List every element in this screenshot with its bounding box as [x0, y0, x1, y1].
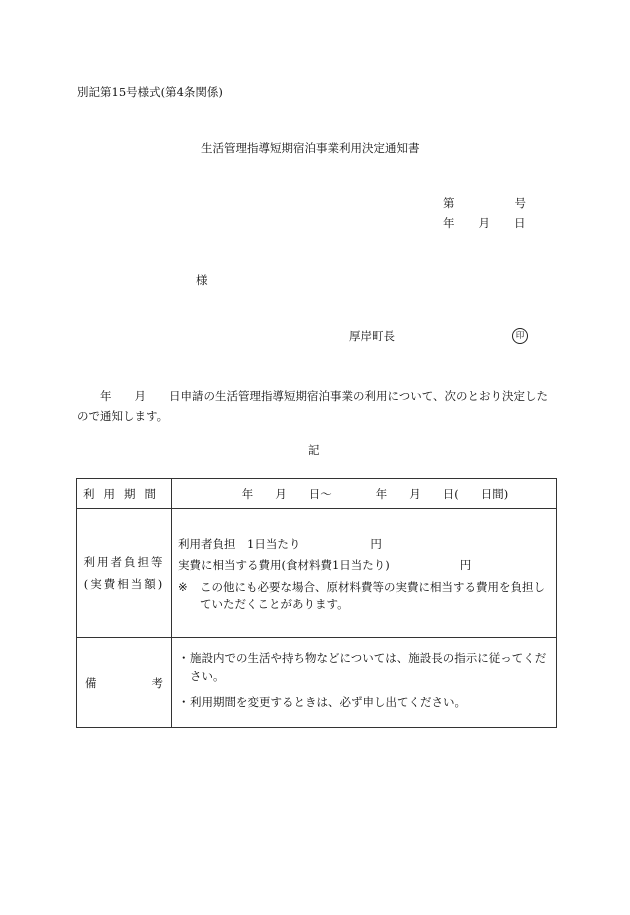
addressee-honorific: 様: [196, 273, 208, 287]
remarks-value: [172, 638, 557, 728]
cost-label: [77, 509, 172, 638]
remarks-item1-text: 施設内での生活や持ち物などについては、施設長の指示に従ってください。: [190, 650, 547, 683]
period-month2: 月: [409, 486, 421, 501]
issue-date: [443, 217, 526, 231]
cost-label-line1: 利用者負担等: [83, 555, 165, 569]
cost-row: [77, 509, 557, 638]
seal-mark: 印: [512, 328, 528, 344]
notice-body-text: 年 月 日申請の生活管理指導短期宿泊事業の利用について、次のとおり決定したので通知します。: [77, 389, 549, 423]
period-row: [77, 479, 557, 509]
number-prefix: 第: [443, 196, 455, 210]
date-day: 日: [514, 216, 526, 230]
remarks-item: [178, 693, 550, 711]
cost-label-line2: (実費相当額): [83, 577, 165, 591]
issuer-name: 厚岸町長: [349, 329, 395, 343]
period-day1: 日〜: [308, 486, 332, 501]
document-title: 生活管理指導短期宿泊事業利用決定通知書: [201, 141, 420, 155]
remarks-label: [77, 638, 172, 728]
user-burden-text: 利用者負担 1日当たり: [178, 536, 301, 551]
period-day2: 日(: [442, 486, 459, 501]
date-month: 月: [478, 216, 490, 230]
decision-table: [76, 478, 557, 728]
ki-heading: 記: [308, 443, 320, 457]
bullet: ・: [178, 650, 190, 665]
note-text: この他にも必要な場合、原材料費等の実費に相当する費用を負担していただくことがあります。: [200, 579, 545, 611]
remarks-label-left: 備: [85, 675, 97, 690]
user-burden-unit: 円: [370, 536, 382, 551]
number-suffix: 号: [514, 196, 526, 210]
bullet: ・: [178, 694, 190, 709]
period-value: [172, 479, 557, 509]
actual-cost-text: 実費に相当する費用(食材料費1日当たり): [178, 557, 390, 572]
actual-cost-line: [178, 555, 550, 576]
date-year: 年: [443, 216, 455, 230]
document-number: [443, 197, 526, 211]
period-label: 利用期間: [77, 479, 172, 509]
note-mark: ※: [178, 579, 188, 594]
cost-value: [172, 509, 557, 638]
period-year2: 年: [375, 486, 388, 501]
remarks-item2-text: 利用期間を変更するときは、必ず申し出てください。: [190, 694, 466, 709]
period-month1: 月: [275, 486, 287, 501]
form-reference: 別記第15号様式(第4条関係): [77, 85, 223, 99]
cost-note: [178, 579, 550, 613]
period-days-suffix: 日間): [480, 486, 509, 501]
remarks-row: [77, 638, 557, 728]
actual-cost-unit: 円: [459, 557, 472, 572]
user-burden-line: [178, 534, 550, 555]
remarks-item: [178, 649, 550, 685]
period-year1: 年: [241, 486, 254, 501]
remarks-label-right: 考: [151, 675, 163, 690]
